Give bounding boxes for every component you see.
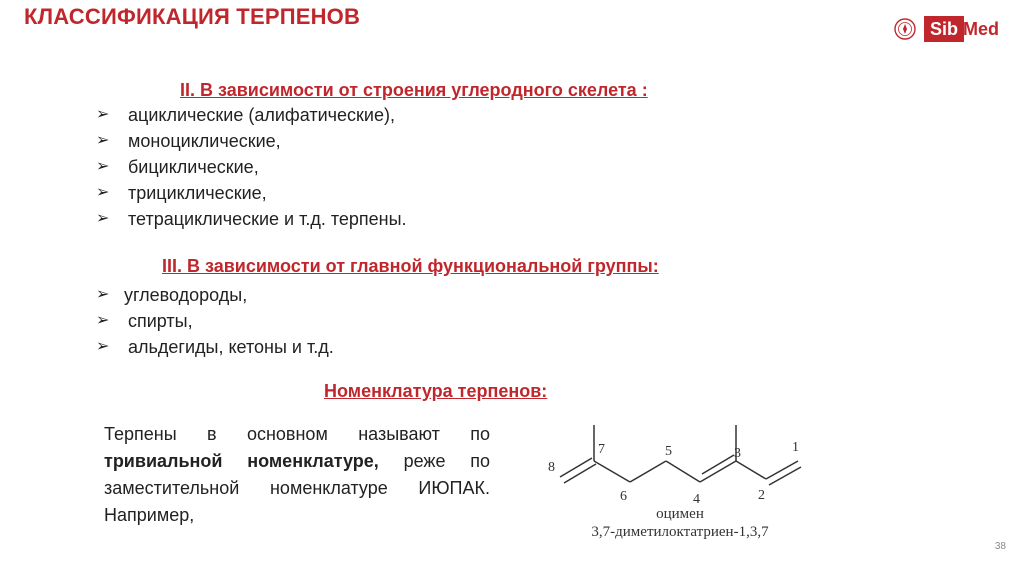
- bond-5-4: [666, 461, 700, 482]
- logo-med: Med: [963, 19, 999, 39]
- arrow-bullet-icon: ➢: [96, 312, 110, 329]
- atom-label: 2: [758, 488, 765, 503]
- slide-title: КЛАССИФИКАЦИЯ ТЕРПЕНОВ: [24, 4, 361, 29]
- emphasis-text: тривиальной номенклатуре,: [104, 451, 379, 471]
- nomenclature-paragraph: Терпены в основном называют по тривиальной номенклатуре, реже по заместительной номенклатуре ИЮПАК. Например,: [104, 424, 491, 525]
- bond-8-7-double: [564, 464, 596, 483]
- molecule-iupac-name: 3,7-диметилоктатриен-1,3,7: [591, 524, 769, 540]
- atom-label: 4: [693, 492, 700, 507]
- atom-label: 7: [598, 442, 605, 457]
- arrow-bullet-icon: ➢: [96, 184, 110, 201]
- ocimene-structure-diagram: [530, 425, 810, 510]
- arrow-bullet-icon: ➢: [96, 132, 110, 149]
- molecule-name: оцимен: [656, 506, 704, 522]
- atom-label: 1: [792, 440, 799, 455]
- arrow-bullet-icon: ➢: [96, 338, 110, 355]
- atom-label: 8: [548, 460, 555, 475]
- arrow-bullet-icon: ➢: [96, 210, 110, 227]
- logo-sib: Sib: [924, 16, 964, 42]
- bond-3-2: [736, 461, 766, 479]
- sibmed-logo: [894, 16, 1012, 42]
- atom-label: 3: [734, 446, 741, 461]
- atom-label: 5: [665, 444, 672, 459]
- bond-2-1: [766, 461, 798, 479]
- section3-heading: III. В зависимости от главной функциональной группы:: [162, 256, 659, 276]
- nomenclature-heading: Номенклатура терпенов:: [324, 381, 548, 401]
- bond-8-7: [560, 458, 592, 477]
- university-seal-icon: [894, 18, 916, 40]
- bond-2-1-double: [769, 467, 801, 485]
- arrow-bullet-icon: ➢: [96, 286, 110, 303]
- bond-6-5: [630, 461, 666, 482]
- arrow-bullet-icon: ➢: [96, 158, 110, 175]
- bond-7-6: [594, 461, 630, 482]
- section2-heading: II. В зависимости от строения углеродного скелета :: [180, 80, 648, 100]
- page-number: 38: [994, 541, 1006, 552]
- arrow-bullet-icon: ➢: [96, 106, 110, 123]
- atom-label: 6: [620, 489, 627, 504]
